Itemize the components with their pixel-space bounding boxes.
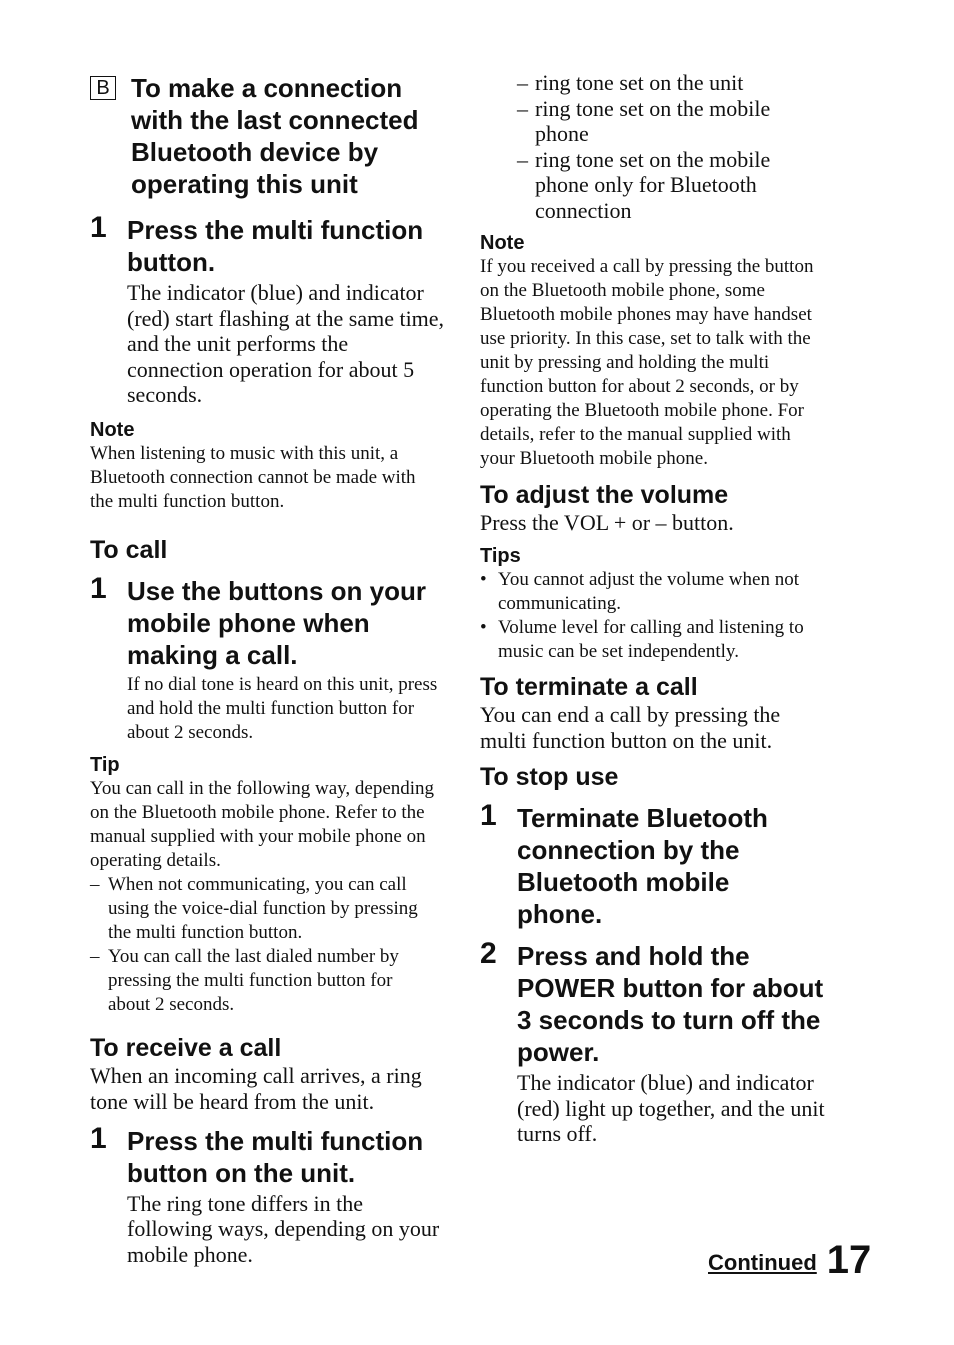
page-number: 17 (826, 1238, 872, 1282)
tip-heading: Tip (90, 753, 120, 776)
step-number: 1 (90, 571, 107, 605)
step-number: 1 (480, 799, 497, 832)
step-title: Press and hold the POWER button for about 3 seconds to turn off the power. (517, 941, 824, 1067)
adjust-volume-heading: To adjust the volume (480, 481, 729, 509)
section-b-heading: To make a connection with the last connected Bluetooth device by operating this unit (131, 73, 419, 199)
terminate-heading: To terminate a call (480, 673, 698, 701)
ring-tone-item-text: ring tone set on the unit (535, 70, 744, 95)
page-footer (708, 1238, 871, 1282)
adjust-volume-body: Press the VOL + or – button. (480, 510, 734, 535)
step-body: The indicator (blue) and indicator (red) start flashing at the same time, and the unit performs the connection operation for about 5 seconds. (127, 280, 445, 407)
continued-label: Continued (708, 1250, 817, 1275)
step-title: Use the buttons on your mobile phone when making a call. (127, 575, 426, 670)
step-body: The indicator (blue) and indicator (red) light up together, and the unit turns off. (517, 1070, 825, 1146)
tip-list-item: – When not communicating, you can call using the voice-dial function by pressing the multi function button. (90, 873, 445, 945)
tip-item-text: You can call the last dialed number by pressing the multi function button for about 2 seconds. (108, 945, 399, 1015)
tips-item-text: You cannot adjust the volume when not communicating. (498, 569, 799, 614)
ring-tone-item-text: ring tone set on the mobile phone only for Bluetooth connection (535, 146, 771, 223)
step-title: Press the multi function button on the unit. (127, 1125, 424, 1188)
section-b-label: B (90, 76, 116, 100)
step-number: 1 (90, 1121, 107, 1155)
section-b-step-1 (90, 211, 445, 408)
left-column (90, 70, 445, 1267)
note-heading: Note (90, 418, 135, 441)
ring-tone-item: – ring tone set on the unit (517, 70, 744, 95)
ring-tone-list (517, 70, 817, 223)
step-number: 2 (480, 937, 497, 970)
stop-use-step-1 (480, 799, 840, 930)
section-b-header (90, 72, 445, 200)
tips-item-text: Volume level for calling and listening to music can be set independently. (498, 617, 804, 662)
step-title: Press the multi function button. (127, 215, 424, 277)
tips-list-item: • Volume level for calling and listening to music can be set independently. (480, 616, 840, 664)
ring-tone-item: – ring tone set on the mobile phone (517, 96, 817, 147)
terminate-body: You can end a call by pressing the multi function button on the unit. (480, 702, 781, 753)
ring-tone-item-text: ring tone set on the mobile phone (535, 95, 771, 146)
to-call-heading: To call (90, 535, 168, 564)
tips-list-item: • You cannot adjust the volume when not communicating. (480, 568, 840, 616)
note-text: If you received a call by pressing the button on the Bluetooth mobile phone, some Bluetooth mobile phones may have handset use priority. In this case, set to talk with the unit by pressing and holding the multi function button for about 2 seconds, or by operating the Bluetooth mobile phone. For details, refer to the manual supplied with your Bluetooth mobile phone. (480, 256, 814, 469)
tip-list-item: – You can call the last dialed number by pressing the multi function button for about 2 seconds. (90, 945, 445, 1017)
note-text: When listening to music with this unit, a Bluetooth connection cannot be made with the multi function button. (90, 442, 416, 512)
step-body: The ring tone differs in the following ways, depending on your mobile phone. (127, 1190, 440, 1267)
tip-text: You can call in the following way, depending on the Bluetooth mobile phone. Refer to the manual supplied with your mobile phone on operating details. (90, 777, 435, 871)
stop-use-heading: To stop use (480, 763, 619, 791)
to-receive-step-1 (90, 1121, 445, 1268)
to-receive-body: When an incoming call arrives, a ring tone will be heard from the unit. (90, 1062, 422, 1114)
stop-use-step-2 (480, 937, 840, 1147)
tip-item-text: When not communicating, you can call using the voice-dial function by pressing the multi function button. (108, 873, 418, 943)
right-column (480, 70, 840, 1147)
note-heading: Note (480, 232, 525, 254)
to-receive-heading: To receive a call (90, 1033, 282, 1062)
step-number: 1 (90, 211, 107, 244)
ring-tone-item: – ring tone set on the mobile phone only for Bluetooth connection (517, 147, 817, 224)
step-body: If no dial tone is heard on this unit, press and hold the multi function button for about 2 seconds. (127, 673, 438, 743)
tips-heading: Tips (480, 545, 521, 567)
to-call-step-1 (90, 571, 445, 745)
step-title: Terminate Bluetooth connection by the Bluetooth mobile phone. (517, 803, 768, 929)
